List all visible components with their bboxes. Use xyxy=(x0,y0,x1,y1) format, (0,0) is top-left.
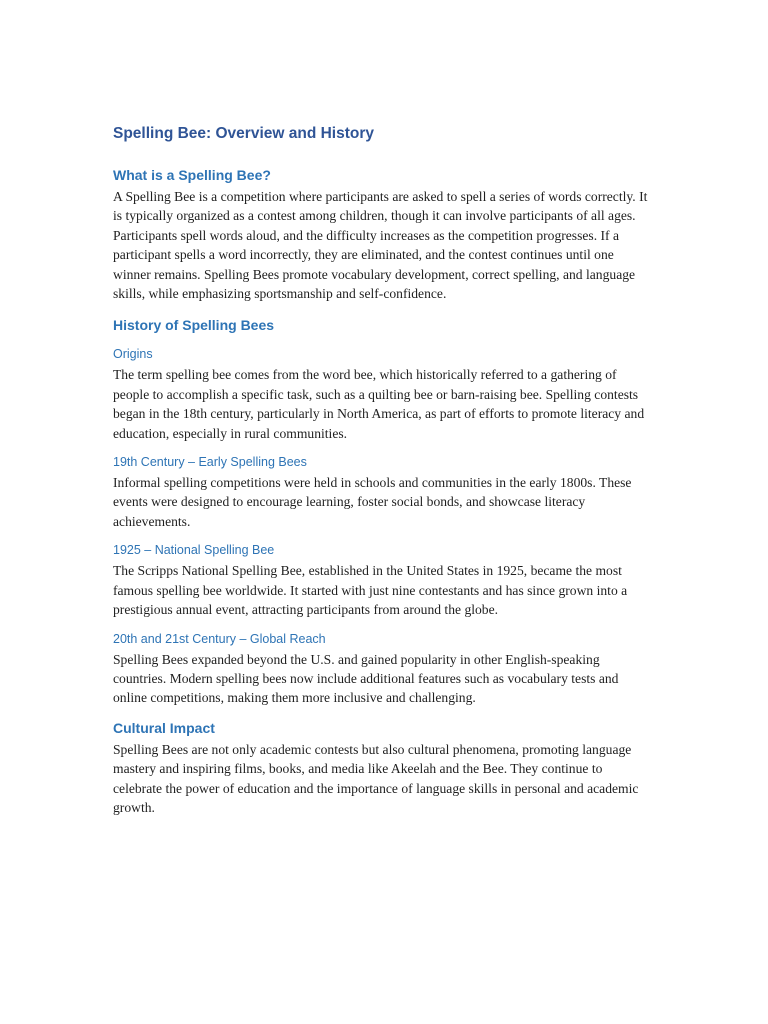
heading-what-is: What is a Spelling Bee? xyxy=(113,167,271,183)
heading-cultural-impact: Cultural Impact xyxy=(113,719,215,736)
paragraph-cultural-impact: Spelling Bees are not only academic contests but also cultural phenomena, promoting language mastery and inspiring films, books, and media like Akeelah and the Bee. They continue to celebrate the power of education and the importance of language skills in personal and academic growth. xyxy=(113,741,639,815)
subheading-1925-national: 1925 – National Spelling Bee xyxy=(113,543,275,558)
subheading-origins: Origins xyxy=(113,347,153,362)
paragraph-what-is: A Spelling Bee is a competition where participants are asked to spell a series of words correctly. It is typically organized as a contest among children, though it can involve participants of all ages. Participants spell words aloud, and the difficulty increases as the competition progresses. If a participant spells a word incorrectly, they are eliminated, and the contest continues until one winner remains. Spelling Bees promote vocabulary development, correct spelling, and language skills, while emphasizing sportsmanship and self-confidence. xyxy=(113,189,648,302)
paragraph-global-reach: Spelling Bees expanded beyond the U.S. and gained popularity in other English-speaking countries. Modern spelling bees now include additional features such as vocabulary tests and online competitions, making them more inclusive and challenging. xyxy=(113,651,619,706)
paragraph-1925-national: The Scripps National Spelling Bee, established in the United States in 1925, became the most famous spelling bee worldwide. It started with just nine contestants and has since grown into a prestigious annual event, attracting participants from around the globe. xyxy=(113,563,628,618)
paragraph-origins: The term spelling bee comes from the word bee, which historically referred to a gathering of people to accomplish a specific task, such as a quilting bee or barn-raising bee. Spelling contests began in the 18th century, particularly in North America, as part of efforts to promote literacy and education, especially in rural communities. xyxy=(113,367,645,441)
paragraph-19th-century: Informal spelling competitions were held in schools and communities in the early 1800s. These events were designed to encourage learning, foster social bonds, and showcase literacy achievements. xyxy=(113,475,632,529)
subheading-19th-century: 19th Century – Early Spelling Bees xyxy=(113,455,307,470)
subheading-global-reach: 20th and 21st Century – Global Reach xyxy=(113,631,326,646)
document-content xyxy=(113,124,648,817)
heading-history: History of Spelling Bees xyxy=(113,317,275,334)
document-title: Spelling Bee: Overview and History xyxy=(113,125,374,142)
